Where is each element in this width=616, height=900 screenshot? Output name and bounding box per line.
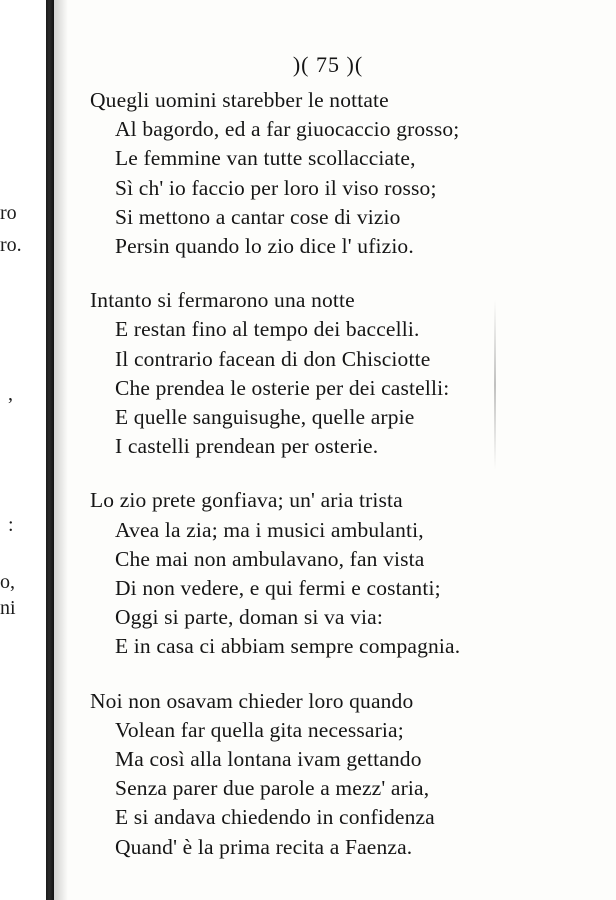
- verse-line: Ma così alla lontana ivam gettando: [115, 747, 422, 772]
- verse-line: Intanto si fermarono una notte: [90, 288, 355, 313]
- stanza-1: [90, 86, 590, 261]
- verse-line: E si andava chiedendo in confidenza: [115, 805, 435, 830]
- verse-line: Noi non osavam chieder loro quando: [90, 688, 414, 713]
- verse-line: Di non vedere, e qui fermi e costanti;: [115, 576, 441, 601]
- page-number-header: )( 75 )(: [292, 52, 364, 77]
- verse-line: Avea la zia; ma i musici ambulanti,: [115, 517, 424, 542]
- verse-line: Sì ch' io faccio per loro il viso rosso;: [115, 175, 437, 200]
- verse-line: E restan fino al tempo dei baccelli.: [115, 317, 420, 342]
- fragment-text: ro: [0, 202, 17, 224]
- verse-line: Al bagordo, ed a far giuocaccio grosso;: [115, 117, 460, 142]
- verse-line: Volean far quella gita necessaria;: [115, 717, 404, 742]
- verse-line: Che mai non ambulavano, fan vista: [115, 546, 425, 571]
- verse-line: Quand' è la prima recita a Faenza.: [115, 834, 413, 859]
- stanza-4: [90, 687, 590, 862]
- stanza-2: [90, 286, 590, 461]
- verse-line: Lo zio prete gonfiava; un' aria trista: [90, 488, 403, 513]
- verse-line: Quegli uomini starebber le nottate: [90, 88, 389, 112]
- verse-line: Si mettono a cantar cose di vizio: [115, 204, 401, 229]
- gutter-shadow: [54, 0, 68, 900]
- verse-line: Che prendea le osterie per dei castelli:: [115, 375, 450, 400]
- previous-page-fragments: [0, 0, 44, 900]
- fragment-text: ni: [0, 597, 16, 619]
- fragment-text: :: [8, 514, 14, 536]
- stanza-3: [90, 486, 590, 661]
- verse-line: Oggi si parte, doman si va via:: [115, 605, 383, 630]
- poem-body: [90, 86, 590, 887]
- verse-line: I castelli prendean per osterie.: [115, 434, 379, 459]
- fragment-text: o,: [0, 571, 15, 593]
- fragment-text: ,: [8, 383, 13, 405]
- book-gutter: [46, 0, 54, 900]
- verse-line: Il contrario facean di don Chisciotte: [115, 346, 431, 371]
- verse-line: Senza parer due parole a mezz' aria,: [115, 776, 430, 801]
- verse-line: E in casa ci abbiam sempre compagnia.: [115, 634, 461, 659]
- fragment-text: ro.: [0, 234, 22, 256]
- verse-line: E quelle sanguisughe, quelle arpie: [115, 405, 415, 430]
- verse-line: Persin quando lo zio dice l' ufizio.: [115, 234, 414, 259]
- verse-line: Le femmine van tutte scollacciate,: [115, 146, 416, 171]
